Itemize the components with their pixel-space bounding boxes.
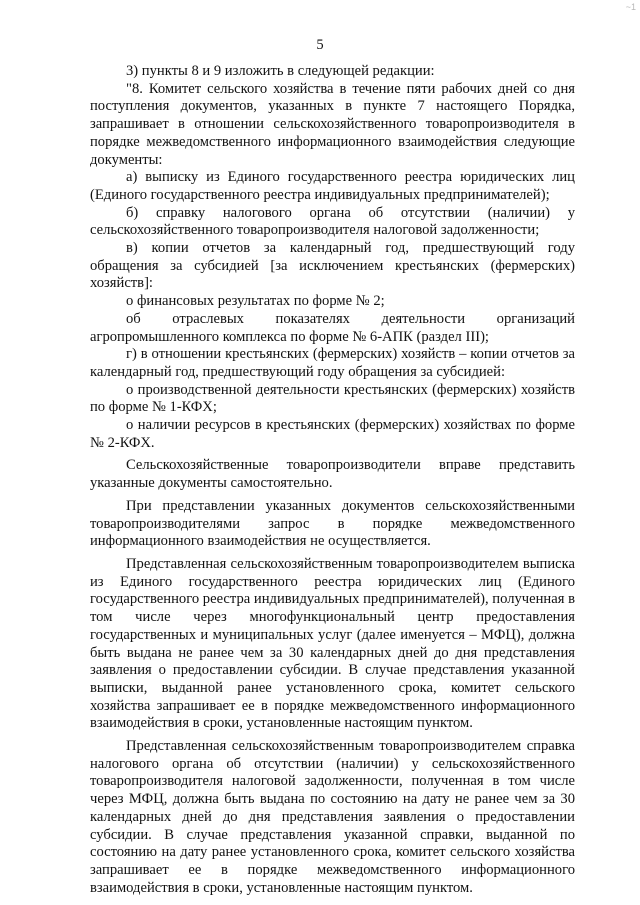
paragraph-tax-certificate: Представленная сельскохозяйственным товаропроизводителем справка налогового органа об отсутствии (наличии) у сельскохозяйственного товаропроизводителя налоговой задолженности, полученная в том числе через МФЦ, должна быть выдана по состоянию на дату не ранее чем за 30 календарных дней до дня представления заявления о предоставлении субсидии. В случае представления указанной справки, выданной по состоянию на дату ранее установленного срока, комитет сельского хозяйства запрашивает ее в порядке межведомственного информационного взаимодействия в сроки, установленные настоящим пунктом. — [90, 738, 575, 896]
paragraph-form-2-kfh: о наличии ресурсов в крестьянских (фермерских) хозяйствах по форме № 2-КФХ. — [90, 417, 575, 451]
paragraph-item-b: б) справку налогового органа об отсутствии (наличии) у сельскохозяйственного товаропроизводителя налоговой задолженности; — [90, 204, 575, 239]
paragraph-form-1-kfh: о производственной деятельности крестьянских (фермерских) хозяйств по форме № 1-КФХ; — [90, 381, 575, 416]
paragraph-clause-8-intro: "8. Комитет сельского хозяйства в течение пяти рабочих дней со дня поступления документов, указанных в пункте 7 настоящего Порядка, запрашивает в отношении сельскохозяйственного товаропроизводителя в порядке межведомственного информационного взаимодействия следующие документы: — [90, 80, 575, 168]
paragraph-item-g: г) в отношении крестьянских (фермерских) хозяйств – копии отчетов за календарный год, предшествующий году обращения за субсидией: — [90, 346, 575, 380]
paragraph-item-3-intro: 3) пункты 8 и 9 изложить в следующей редакции: — [126, 63, 435, 79]
paragraph-no-request: При представлении указанных документов сельскохозяйственными товаропроизводителями запрос в порядке межведомственного информационного взаимодействия не осуществляется. — [90, 497, 575, 550]
paragraph-item-a: а) выписку из Единого государственного реестра юридических лиц (Единого государственного реестра индивидуальных предпринимателей); — [90, 169, 575, 203]
paragraph-self-submission: Сельскохозяйственные товаропроизводители вправе представить указанные документы самостоятельно. — [90, 457, 575, 492]
paragraph-form-6-apk: об отраслевых показателях деятельности организаций агропромышленного комплекса по форме № 6-АПК (раздел III); — [90, 310, 575, 345]
paragraph-registry-extract: Представленная сельскохозяйственным товаропроизводителем выписка из Единого государственного реестра юридических лиц (Единого государственного реестра индивидуальных предпринимателей), полученная в том числе через многофункциональный центр предоставления государственных и муниципальных услуг (далее именуется – МФЦ), должна быть выдана не ранее чем за 30 календарных дней до дня представления заявления о предоставлении субсидии. В случае представления указанной выписки, выданной ранее установленного срока, комитет сельского хозяйства запрашивает ее в порядке межведомственного информационного взаимодействия в сроки, установленные настоящим пунктом. — [90, 555, 575, 732]
paragraph-item-v: в) копии отчетов за календарный год, предшествующий году обращения за субсидией [за исключением крестьянских (фермерских) хозяйств]: — [90, 240, 575, 292]
paragraph-form-2: о финансовых результатах по форме № 2; — [126, 293, 385, 310]
corner-mark: ~1 — [625, 2, 636, 12]
page-number: 5 — [316, 37, 324, 53]
document-body — [90, 63, 575, 897]
